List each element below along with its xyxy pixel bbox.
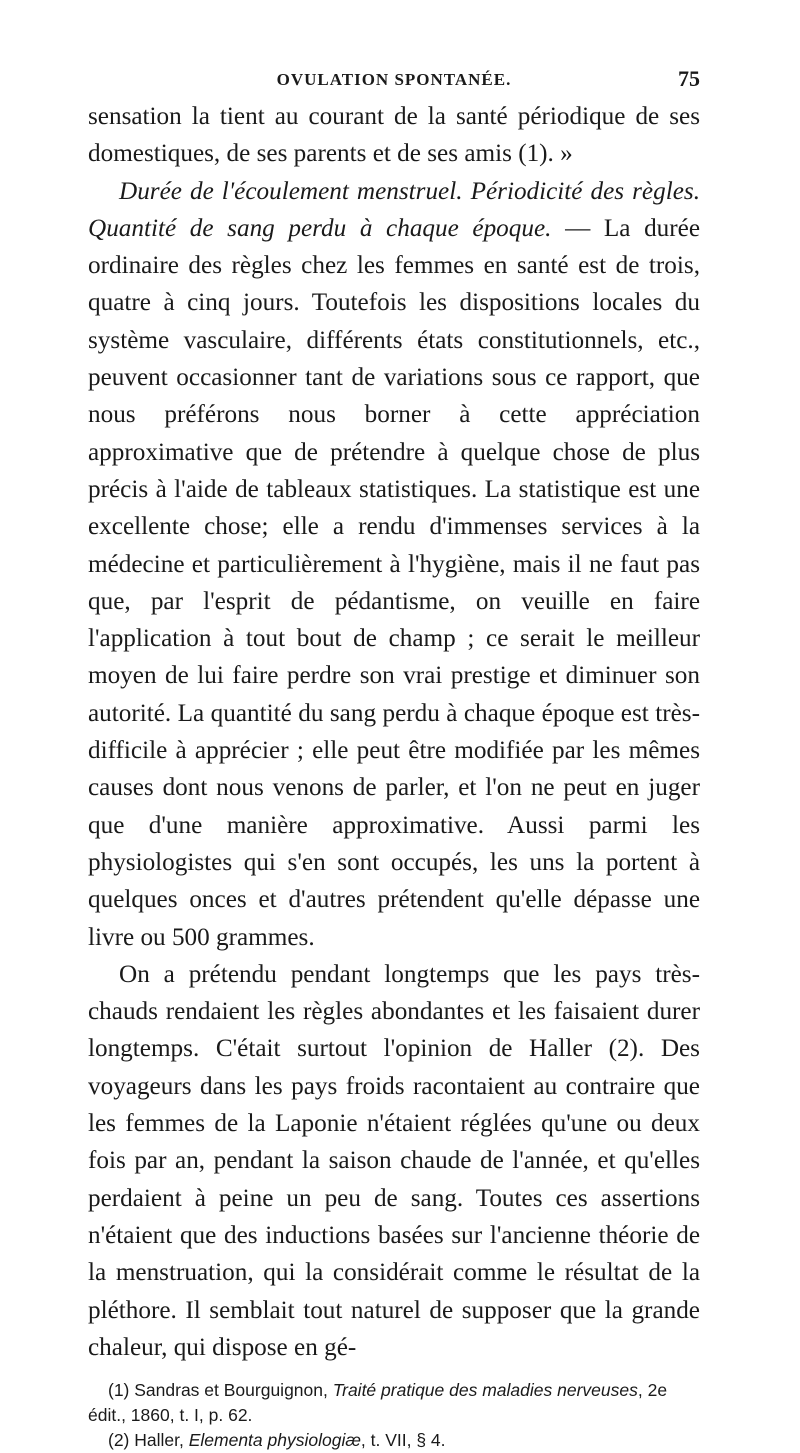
document-page [88, 0, 700, 1453]
section-heading: Durée de l'écoulement menstruel. Périodicité des règles. Quantité de sang perdu à chaque époque. [88, 177, 700, 242]
footnote-1: (1) Sandras et Bourguignon, Traité pratique des maladies nerveuses, 2e édit., 1860, t. I, p. 62. [88, 1380, 668, 1426]
body-text [88, 98, 700, 1366]
page-number: 75 [678, 66, 700, 91]
paragraph-3: On a prétendu pendant longtemps que les pays très-chauds rendaient les règles abondantes et les faisaient durer longtemps. C'était surtout l'opinion de Haller (2). Des voyageurs dans les pays froids racontaient au contraire que les femmes de la Laponie n'étaient réglées qu'une ou deux fois par an, pendant la saison chaude de l'année, et qu'elles perdaient à peine un peu de sang. Toutes ces assertions n'étaient que des inductions basées sur l'ancienne théorie de la menstruation, qui la considérait comme le résultat de la pléthore. Il semblait tout naturel de supposer que la grande chaleur, qui dispose en gé- [88, 960, 700, 1361]
paragraph-2 [88, 173, 700, 956]
footnote-1-title: Traité pratique des maladies nerveuses [332, 1380, 638, 1401]
running-title: OVULATION SPONTANÉE. [276, 70, 512, 89]
paragraph-2-text: — La durée ordinaire des règles chez les femmes en santé est de trois, quatre à cinq jours. Toutefois les dispositions locales du système vasculaire, différents états constitutionnels, etc., peuvent occasionner tant de variations sous ce rapport, que nous préférons nous borner à cette appréciation approximative que de prétendre à quelque chose de plus précis à l'aide de tableaux statistiques. La statistique est une excellente chose; elle a rendu d'immenses services à la médecine et particulièrement à l'hygiène, mais il ne faut pas que, par l'esprit de pédantisme, on veuille en faire l'application à tout bout de champ ; ce serait le meilleur moyen de lui faire perdre son vrai prestige et diminuer son autorité. La quantité du sang perdu à chaque époque est très-difficile à apprécier ; elle peut être modifiée par les mêmes causes dont nous venons de parler, et l'on ne peut en juger que d'une manière approximative. Aussi parmi les physiologistes qui s'en sont occupés, les uns la portent à quelques onces et d'autres prétendent qu'elle dépasse une livre ou 500 grammes. [88, 214, 700, 951]
paragraph-1: sensation la tient au courant de la santé périodique de ses domestiques, de ses parents et de ses amis (1). » [88, 103, 700, 168]
footnotes [88, 1378, 700, 1453]
footnote-2: (2) Haller, Elementa physiologiæ, t. VII, § 4. [108, 1430, 446, 1451]
page-header [88, 0, 700, 98]
footnote-2-title: Elementa physiologiæ [188, 1430, 361, 1451]
